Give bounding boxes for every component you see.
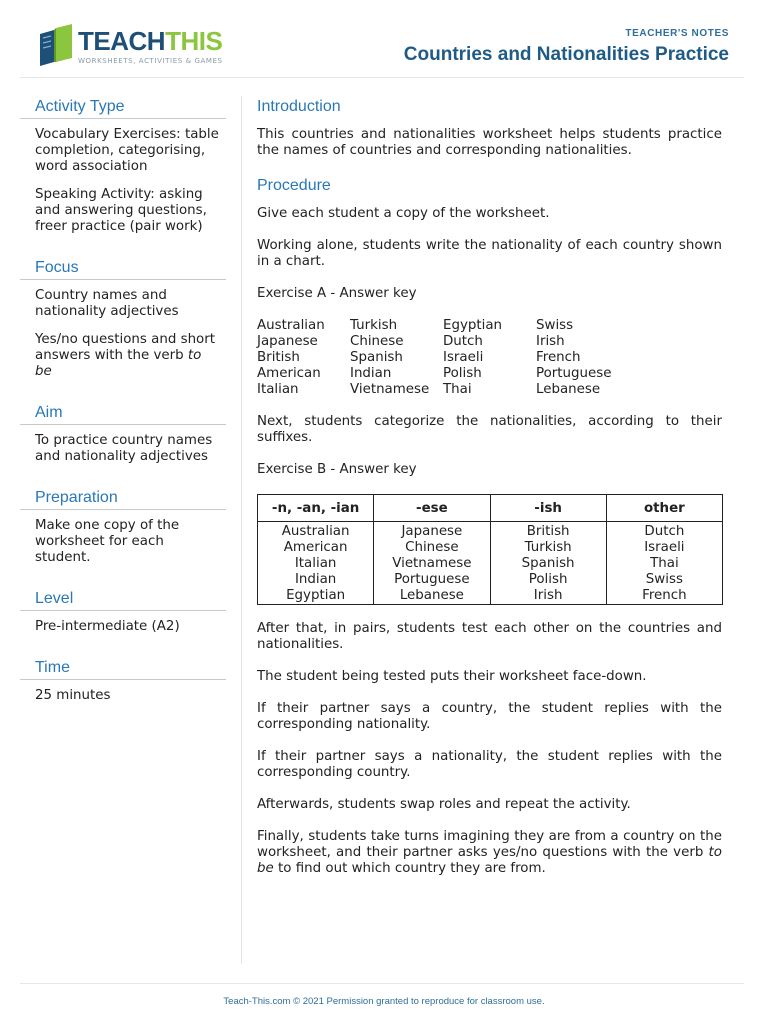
table-entry: Chinese — [405, 540, 459, 555]
answer-item: Irish — [536, 334, 565, 349]
answer-item: Indian — [350, 366, 392, 381]
preparation-section — [20, 487, 226, 566]
table-cell — [490, 522, 606, 605]
table-row — [258, 522, 723, 605]
table-entry: Japanese — [401, 524, 463, 539]
table-cell — [374, 522, 490, 605]
table-entry: Spanish — [521, 556, 575, 571]
table-entry: American — [283, 540, 348, 555]
focus-item: Country names and nationality adjectives — [35, 288, 179, 319]
focus-section — [20, 257, 226, 380]
exercise-a-column — [350, 318, 443, 398]
procedure-paragraph: After that, in pairs, students test each other on the countries and nationalities. — [257, 621, 722, 652]
activity-type-section — [20, 96, 226, 235]
procedure-paragraph: The student being tested puts their worksheet face-down. — [257, 669, 647, 684]
table-entry: Israeli — [644, 540, 685, 555]
table-entry: French — [642, 588, 687, 603]
book-icon — [36, 24, 76, 68]
table-entry: Lebanese — [399, 588, 464, 603]
answer-item: Australian — [257, 318, 325, 333]
answer-item: Portuguese — [536, 366, 612, 381]
paragraph-text: Finally, students take turns imagining they are from a country on the worksheet, and their partner asks yes/no questions with the verb — [257, 829, 722, 860]
table-cell — [258, 522, 374, 605]
footer-divider — [20, 983, 744, 984]
sidebar — [20, 96, 226, 726]
table-entry: Polish — [528, 572, 568, 587]
answer-item: Dutch — [443, 334, 483, 349]
focus-item — [20, 332, 226, 380]
table-header-cell: -n, -an, -ian — [258, 495, 374, 522]
table-entry: Portuguese — [394, 572, 470, 587]
column-divider — [241, 96, 242, 964]
time-heading: Time — [20, 657, 226, 680]
exercise-a-label: Exercise A - Answer key — [257, 286, 417, 301]
activity-type-heading: Activity Type — [20, 96, 226, 119]
answer-item: Israeli — [443, 350, 484, 365]
answer-item: American — [257, 366, 321, 381]
exercise-b-label: Exercise B - Answer key — [257, 462, 417, 477]
focus-item-text: Yes/no questions and short answers with the verb — [35, 332, 216, 363]
procedure-heading: Procedure — [257, 177, 331, 194]
answer-item: Lebanese — [536, 382, 601, 397]
preparation-text: Make one copy of the worksheet for each student. — [35, 518, 180, 565]
logo-wordmark — [78, 26, 222, 57]
answer-item: Swiss — [536, 318, 574, 333]
exercise-a-column — [257, 318, 350, 398]
table-entry: Irish — [533, 588, 563, 603]
teachers-notes-label: TEACHER'S NOTES — [625, 28, 729, 39]
table-header-cell: other — [606, 495, 722, 522]
logo-word-this: THIS — [165, 26, 223, 56]
table-entry: Turkish — [524, 540, 572, 555]
table-cell — [606, 522, 722, 605]
table-entry: Vietnamese — [392, 556, 472, 571]
page-header — [0, 0, 768, 78]
table-header-cell: -ese — [374, 495, 490, 522]
table-entry: British — [526, 524, 570, 539]
table-entry: Indian — [294, 572, 337, 587]
exercise-a-answer-grid — [257, 318, 722, 398]
introduction-heading: Introduction — [257, 98, 341, 115]
level-text: Pre-intermediate (A2) — [35, 619, 180, 634]
activity-type-item: Vocabulary Exercises: table completion, categorising, word association — [35, 127, 219, 174]
level-section — [20, 588, 226, 635]
exercise-a-column — [536, 318, 636, 398]
answer-item: Chinese — [350, 334, 404, 349]
focus-item-emphasis: to be — [35, 348, 202, 379]
logo-word-teach: TEACH — [78, 26, 166, 56]
procedure-paragraph: Afterwards, students swap roles and repeat the activity. — [257, 797, 631, 812]
table-header-cell: -ish — [490, 495, 606, 522]
time-text: 25 minutes — [35, 688, 111, 703]
paragraph-emphasis: to be — [257, 845, 722, 876]
time-section — [20, 657, 226, 704]
table-entry: Dutch — [644, 524, 685, 539]
answer-item: Japanese — [257, 334, 318, 349]
answer-item: French — [536, 350, 581, 365]
procedure-paragraph: Give each student a copy of the worksheet. — [257, 206, 550, 221]
focus-heading: Focus — [20, 257, 226, 280]
logo-tagline: WORKSHEETS, ACTIVITIES & GAMES — [78, 57, 223, 65]
answer-item: Spanish — [350, 350, 403, 365]
answer-item: Thai — [443, 382, 472, 397]
answer-item: Vietnamese — [350, 382, 430, 397]
table-entry: Australian — [281, 524, 350, 539]
paragraph-text: to find out which country they are from. — [273, 861, 546, 876]
answer-item: Turkish — [350, 318, 398, 333]
answer-item: British — [257, 350, 300, 365]
procedure-paragraph: Working alone, students write the nationality of each country shown in a chart. — [257, 238, 722, 269]
activity-type-item: Speaking Activity: asking and answering questions, freer practice (pair work) — [35, 187, 207, 234]
answer-item: Polish — [443, 366, 482, 381]
preparation-heading: Preparation — [20, 487, 226, 510]
introduction-text: This countries and nationalities worksheet helps students practice the names of countries and corresponding nationalities. — [257, 127, 722, 158]
exercise-b-table — [257, 494, 723, 605]
procedure-paragraph: If their partner says a country, the student replies with the corresponding nationality. — [257, 701, 722, 732]
table-header-row — [258, 495, 723, 522]
table-entry: Italian — [294, 556, 337, 571]
teach-this-logo[interactable] — [36, 24, 236, 68]
answer-item: Egyptian — [443, 318, 503, 333]
table-entry: Egyptian — [286, 588, 346, 603]
table-entry: Thai — [650, 556, 679, 571]
header-divider — [20, 77, 744, 78]
procedure-paragraph: If their partner says a nationality, the student replies with the corresponding country. — [257, 749, 722, 780]
page-title: Countries and Nationalities Practice — [403, 44, 729, 65]
aim-heading: Aim — [20, 402, 226, 425]
procedure-paragraph: Next, students categorize the nationalities, according to their suffixes. — [257, 414, 722, 445]
table-entry: Swiss — [645, 572, 683, 587]
answer-item: Italian — [257, 382, 299, 397]
main-content — [257, 96, 722, 893]
aim-section — [20, 402, 226, 465]
level-heading: Level — [20, 588, 226, 611]
exercise-a-column — [443, 318, 536, 398]
footer-copyright: Teach-This.com © 2021 Permission granted to reproduce for classroom use. — [223, 996, 545, 1007]
aim-text: To practice country names and nationality adjectives — [35, 433, 213, 464]
procedure-paragraph — [257, 829, 722, 877]
